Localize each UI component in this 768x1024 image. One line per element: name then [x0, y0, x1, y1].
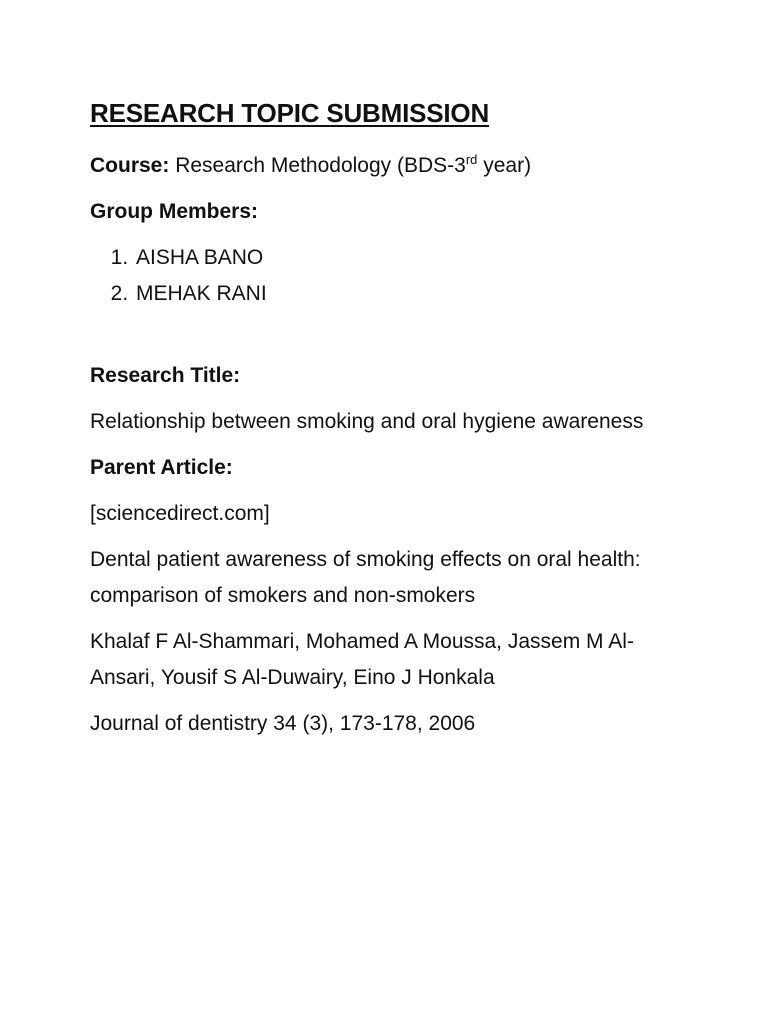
- group-member-2: 2. MEHAK RANI: [134, 276, 688, 312]
- course-value-superscript: rd: [465, 152, 478, 167]
- course-label: Course:: [90, 154, 170, 177]
- course-value-main: Research Methodology (BDS-3: [175, 154, 466, 177]
- course-value-tail: year): [477, 154, 532, 177]
- course-line: [90, 148, 688, 184]
- parent-article-label: Parent Article:: [90, 456, 233, 479]
- group-members-list: [90, 240, 688, 312]
- group-members-label: Group Members:: [90, 200, 259, 223]
- course-value: [175, 154, 531, 177]
- document-title: RESEARCH TOPIC SUBMISSION: [90, 98, 490, 128]
- parent-article-citation: Journal of dentistry 34 (3), 173-178, 2006: [90, 712, 476, 735]
- parent-article-title: Dental patient awareness of smoking effects on oral health: comparison of smokers and non-smokers: [90, 548, 641, 607]
- group-member-1: 1. AISHA BANO: [134, 240, 688, 276]
- research-title-value: Relationship between smoking and oral hygiene awareness: [90, 410, 644, 433]
- research-title-label: Research Title:: [90, 364, 241, 387]
- parent-article-authors: Khalaf F Al-Shammari, Mohamed A Moussa, Jassem M Al-Ansari, Yousif S Al-Duwairy, Eino J Honkala: [90, 630, 634, 689]
- spacer: [90, 312, 688, 358]
- parent-article-source: [sciencedirect.com]: [90, 502, 270, 525]
